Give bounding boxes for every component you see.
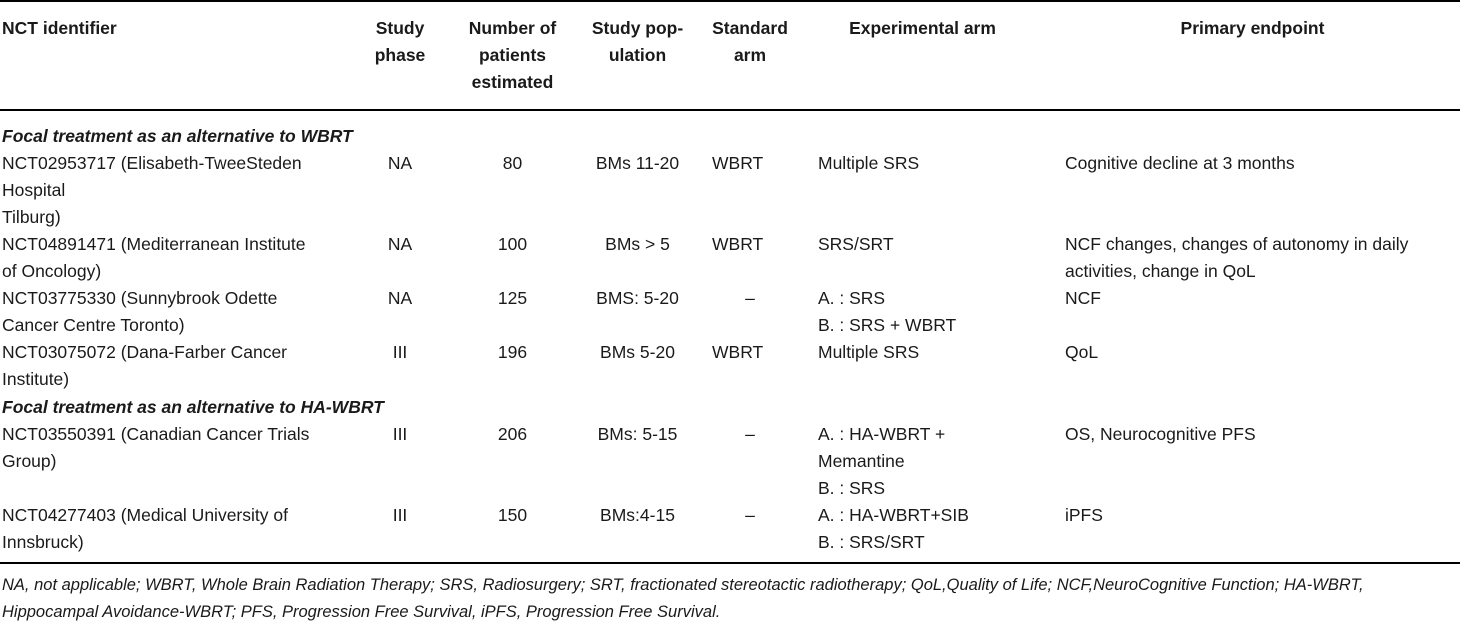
- cell-experimental-arm: [800, 339, 1045, 393]
- cell-study-population: BMs > 5: [605, 234, 670, 254]
- cell-line: Innsbruck): [2, 532, 84, 552]
- header-primary-endpoint: Primary endpoint: [1180, 18, 1325, 38]
- cell-nct-identifier: [0, 502, 350, 563]
- header-experimental-arm: Experimental arm: [849, 18, 996, 38]
- cell-experimental-arm: [800, 150, 1045, 231]
- cell-line: SRS/SRT: [818, 234, 894, 254]
- cell-experimental-arm: [800, 502, 1045, 563]
- cell-line: NCT03775330 (Sunnybrook Odette: [2, 288, 278, 308]
- header-study-phase: Study phase: [374, 18, 426, 65]
- cell-patients-estimated: 206: [497, 424, 528, 444]
- cell-line: NCF changes, changes of autonomy in daily: [1065, 234, 1409, 254]
- section-title: Focal treatment as an alternative to HA-WBRT: [2, 397, 384, 417]
- cell-primary-endpoint: [1045, 231, 1460, 285]
- section-row: [0, 393, 1460, 421]
- cell-nct-identifier: [0, 231, 350, 285]
- cell-study-phase: NA: [387, 153, 413, 173]
- table-footnote: [2, 572, 1458, 626]
- cell-line: Memantine: [818, 451, 905, 471]
- cell-line: NCF: [1065, 288, 1101, 308]
- cell-line: Multiple SRS: [818, 342, 920, 362]
- cell-line: activities, change in QoL: [1065, 261, 1256, 281]
- cell-primary-endpoint: [1045, 421, 1460, 502]
- cell-study-population: BMs 11-20: [595, 153, 680, 173]
- table-row: [0, 231, 1460, 285]
- cell-nct-identifier: [0, 339, 350, 393]
- cell-nct-identifier: [0, 150, 350, 231]
- cell-study-population: BMs 5-20: [600, 342, 675, 362]
- cell-experimental-arm: [800, 285, 1045, 339]
- table-row: [0, 502, 1460, 563]
- cell-patients-estimated: 150: [497, 505, 528, 525]
- cell-line: B. : SRS: [818, 478, 886, 498]
- cell-line: A. : HA-WBRT +: [818, 424, 946, 444]
- cell-patients-estimated: 80: [502, 153, 523, 173]
- table-row: [0, 339, 1460, 393]
- cell-line: Cancer Centre Toronto): [2, 315, 185, 335]
- cell-primary-endpoint: [1045, 502, 1460, 563]
- cell-study-phase: III: [392, 505, 408, 525]
- header-standard-arm: Standard arm: [712, 18, 788, 65]
- section-row: [0, 110, 1460, 150]
- cell-standard-arm: –: [745, 288, 755, 308]
- cell-experimental-arm: [800, 421, 1045, 502]
- cell-patients-estimated: 125: [497, 288, 528, 308]
- table-body: [0, 110, 1460, 563]
- cell-line: Hospital: [2, 180, 66, 200]
- cell-study-population: BMS: 5-20: [596, 288, 679, 308]
- footnote-line: NA, not applicable; WBRT, Whole Brain Radiation Therapy; SRS, Radiosurgery; SRT, fractionated stereotactic radiotherapy; QoL,Quality of Life; NCF,NeuroCognitive Function; HA-WBRT,: [2, 576, 1364, 594]
- cell-study-phase: III: [392, 424, 408, 444]
- cell-line: Cognitive decline at 3 months: [1065, 153, 1295, 173]
- cell-study-phase: NA: [387, 234, 413, 254]
- cell-line: Tilburg): [2, 207, 61, 227]
- cell-patients-estimated: 100: [497, 234, 528, 254]
- cell-line: NCT02953717 (Elisabeth-TweeSteden: [2, 153, 302, 173]
- cell-line: NCT04277403 (Medical University of: [2, 505, 288, 525]
- header-study-population: Study pop- ulation: [591, 18, 684, 65]
- cell-primary-endpoint: [1045, 150, 1460, 231]
- cell-study-population: BMs:4-15: [600, 505, 675, 525]
- cell-line: QoL: [1065, 342, 1099, 362]
- cell-standard-arm: WBRT: [712, 234, 764, 254]
- cell-line: A. : HA-WBRT+SIB: [818, 505, 969, 525]
- cell-primary-endpoint: [1045, 339, 1460, 393]
- cell-line: NCT03550391 (Canadian Cancer Trials: [2, 424, 310, 444]
- cell-line: Multiple SRS: [818, 153, 920, 173]
- cell-study-population: BMs: 5-15: [597, 424, 678, 444]
- cell-study-phase: NA: [387, 288, 413, 308]
- cell-line: B. : SRS + WBRT: [818, 315, 957, 335]
- section-title: Focal treatment as an alternative to WBRT: [2, 126, 353, 146]
- cell-line: Institute): [2, 369, 70, 389]
- cell-study-phase: III: [392, 342, 408, 362]
- cell-line: NCT04891471 (Mediterranean Institute: [2, 234, 306, 254]
- cell-patients-estimated: 196: [497, 342, 528, 362]
- cell-nct-identifier: [0, 285, 350, 339]
- table-row: [0, 150, 1460, 231]
- cell-line: of Oncology): [2, 261, 102, 281]
- cell-experimental-arm: [800, 231, 1045, 285]
- footnote-line: Hippocampal Avoidance-WBRT; PFS, Progression Free Survival, iPFS, Progression Free Survival.: [2, 603, 721, 621]
- cell-line: NCT03075072 (Dana-Farber Cancer: [2, 342, 287, 362]
- table-row: [0, 285, 1460, 339]
- table-header: [0, 1, 1460, 110]
- cell-line: B. : SRS/SRT: [818, 532, 925, 552]
- header-nct-identifier: NCT identifier: [2, 18, 117, 38]
- cell-line: OS, Neurocognitive PFS: [1065, 424, 1256, 444]
- table-row: [0, 421, 1460, 502]
- cell-standard-arm: –: [745, 424, 755, 444]
- cell-line: A. : SRS: [818, 288, 886, 308]
- cell-line: Group): [2, 451, 57, 471]
- cell-primary-endpoint: [1045, 285, 1460, 339]
- cell-standard-arm: –: [745, 505, 755, 525]
- cell-nct-identifier: [0, 421, 350, 502]
- cell-standard-arm: WBRT: [712, 342, 764, 362]
- header-patients-estimated: Number of patients estimated: [468, 18, 557, 92]
- cell-standard-arm: WBRT: [712, 153, 764, 173]
- cell-line: iPFS: [1065, 505, 1103, 525]
